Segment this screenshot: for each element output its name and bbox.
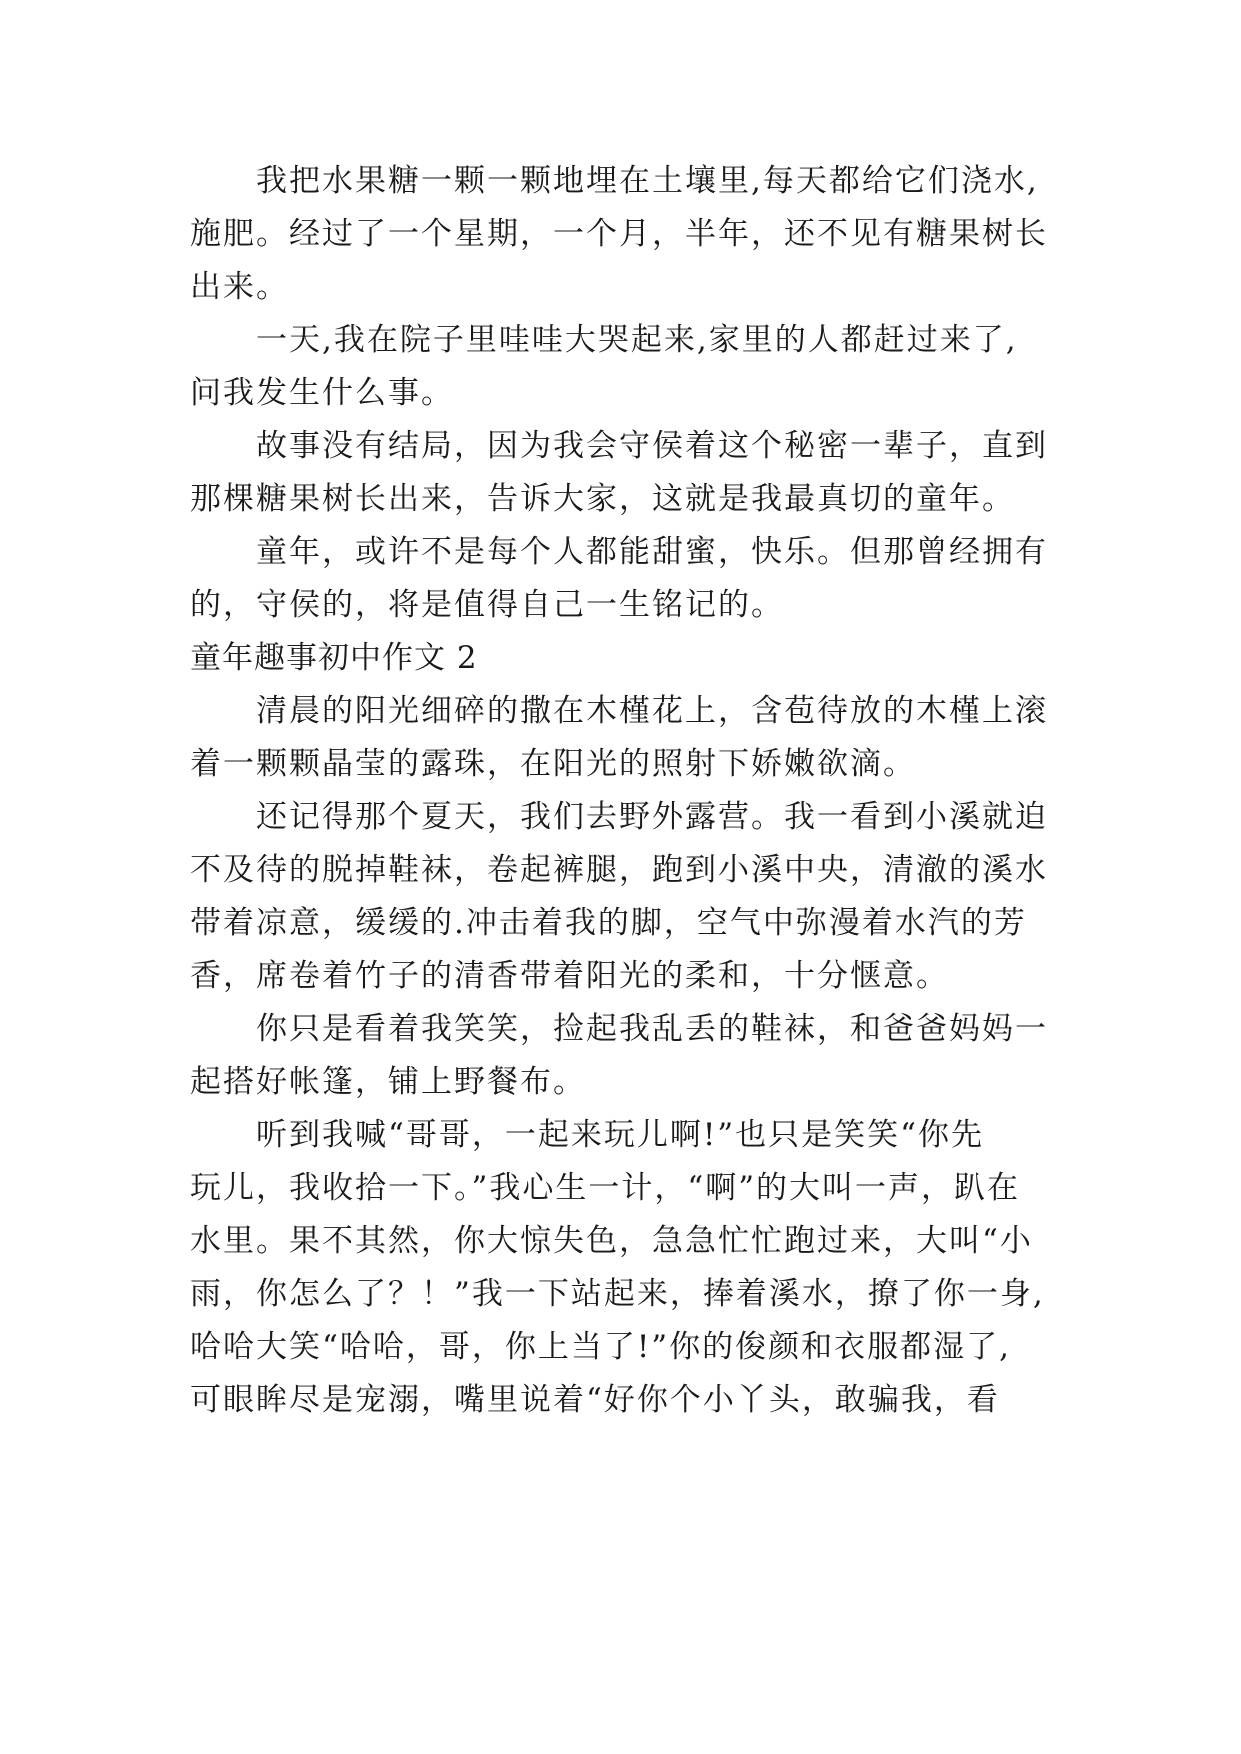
text-line: 童年，或许不是每个人都能甜蜜，快乐。但那曾经拥有 xyxy=(256,534,1048,570)
text-line: 施肥。经过了一个星期，一个月，半年，还不见有糖果树长 xyxy=(190,216,1048,252)
text-line: 玩儿，我收拾一下。”我心生一计，“啊”的大叫一声，趴在 xyxy=(190,1170,1021,1206)
text-line: 清晨的阳光细碎的撒在木槿花上，含苞待放的木槿上滚 xyxy=(256,693,1048,729)
text-line: 香，席卷着竹子的清香带着阳光的柔和，十分惬意。 xyxy=(190,958,949,994)
text-line: 哈哈大笑“哈哈，哥，你上当了!”你的俊颜和衣服都湿了, xyxy=(190,1329,1012,1365)
text-line: 出来。 xyxy=(190,269,289,305)
text-line: 不及待的脱掉鞋袜，卷起裤腿，跑到小溪中央，清澈的溪水 xyxy=(190,852,1048,888)
text-line: 那棵糖果树长出来，告诉大家，这就是我最真切的童年。 xyxy=(190,481,1015,517)
text-line: 故事没有结局，因为我会守侯着这个秘密一辈子，直到 xyxy=(256,428,1048,464)
text-line: 一天,我在院子里哇哇大哭起来,家里的人都赶过来了, xyxy=(256,322,1018,358)
text-line: 水里。果不其然，你大惊失色，急急忙忙跑过来，大叫“小 xyxy=(190,1223,1033,1259)
text-line: 我把水果糖一颗一颗地埋在土壤里,每天都给它们浇水, xyxy=(256,163,1039,199)
text-line: 带着凉意，缓缓的.冲击着我的脚，空气中弥漫着水汽的芳 xyxy=(190,905,1027,941)
text-line: 你只是看着我笑笑，捡起我乱丢的鞋袜，和爸爸妈妈一 xyxy=(256,1011,1048,1047)
section-heading: 童年趣事初中作文 2 xyxy=(190,640,478,676)
document-body xyxy=(190,155,1070,1427)
text-line: 还记得那个夏天，我们去野外露营。我一看到小溪就迫 xyxy=(256,799,1048,835)
text-line: 问我发生什么事。 xyxy=(190,375,454,411)
text-line: 听到我喊“哥哥，一起来玩儿啊!”也只是笑笑“你先 xyxy=(256,1117,984,1153)
text-line: 着一颗颗晶莹的露珠，在阳光的照射下娇嫩欲滴。 xyxy=(190,746,916,782)
text-line: 起搭好帐篷，铺上野餐布。 xyxy=(190,1064,586,1100)
text-line: 可眼眸尽是宠溺，嘴里说着“好你个小丫头，敢骗我，看 xyxy=(190,1382,1000,1418)
text-line: 雨，你怎么了？！”我一下站起来，捧着溪水，撩了你一身, xyxy=(190,1276,1045,1312)
text-line: 的，守侯的，将是值得自己一生铭记的。 xyxy=(190,587,784,623)
